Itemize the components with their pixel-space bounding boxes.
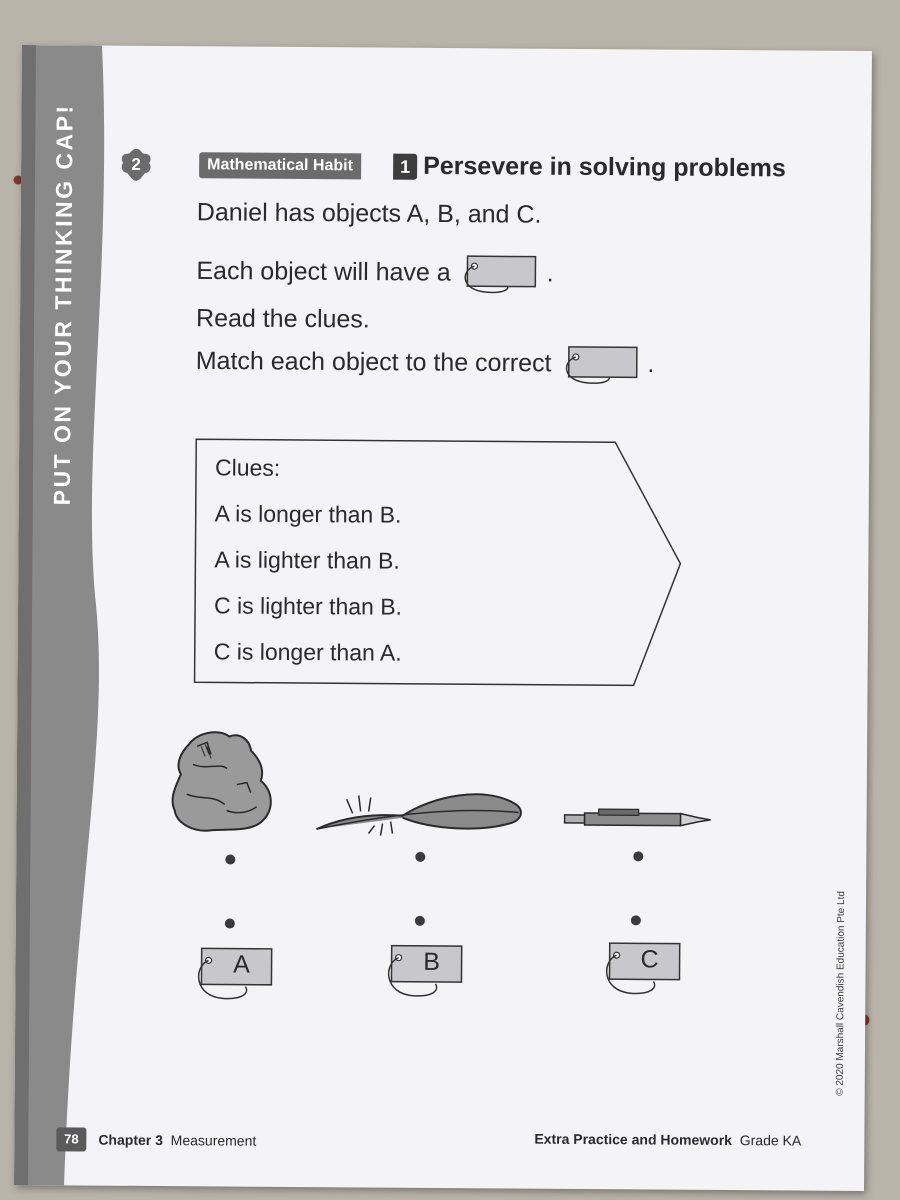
label-letter: A <box>233 950 251 979</box>
clues-box <box>194 438 684 687</box>
match-dot-object-1[interactable] <box>225 854 235 864</box>
label-tag-a <box>191 946 275 1003</box>
question-number: 2 <box>131 154 141 174</box>
chapter-label: Chapter 3 <box>98 1131 163 1149</box>
habit-title: Persevere in solving problems <box>423 151 786 183</box>
clue-item: A is lighter than B. <box>214 546 400 574</box>
book-title: Extra Practice and Homework <box>534 1130 733 1149</box>
footer-book <box>534 1131 801 1149</box>
instruction-line-3: Read the clues. <box>195 304 370 334</box>
sidebar <box>14 45 117 1186</box>
instruction-line-2 <box>196 250 553 296</box>
sidebar-title: PUT ON YOUR THINKING CAP! <box>48 103 78 506</box>
match-dot-label-b[interactable] <box>415 916 425 926</box>
footer-chapter <box>98 1132 256 1149</box>
instruction-line-4 <box>196 340 655 387</box>
pencil-icon <box>563 807 713 832</box>
label-tag-c <box>599 941 683 998</box>
instruction-line-4-end: . <box>647 350 655 379</box>
rock-icon <box>166 724 282 835</box>
match-dot-label-c[interactable] <box>631 915 641 925</box>
habit-label: Mathematical Habit <box>199 152 361 179</box>
habit-number: 1 <box>393 154 417 180</box>
tag-icon <box>458 252 540 297</box>
instruction-line-2-text: Each object will have a <box>196 256 451 287</box>
match-dot-object-3[interactable] <box>633 851 643 861</box>
chapter-name: Measurement <box>170 1132 257 1149</box>
label-letter: C <box>640 945 659 974</box>
label-tag-b <box>381 944 465 1001</box>
clues-heading: Clues: <box>214 454 281 481</box>
page-number: 78 <box>56 1127 86 1151</box>
clue-item: C is longer than A. <box>213 638 402 666</box>
clue-item: A is longer than B. <box>214 500 402 528</box>
match-dot-label-a[interactable] <box>225 918 235 928</box>
instruction-line-2-end: . <box>546 259 554 288</box>
clue-item: C is lighter than B. <box>213 592 403 620</box>
label-letter: B <box>423 947 441 976</box>
match-dot-object-2[interactable] <box>415 852 425 862</box>
instruction-line-1: Daniel has objects A, B, and C. <box>196 198 542 229</box>
feather-icon <box>312 777 527 838</box>
worksheet-page <box>14 45 872 1191</box>
copyright-notice: © 2020 Marshall Cavendish Education Pte Ltd <box>834 891 848 1096</box>
grade-label: Grade KA <box>739 1132 802 1149</box>
tag-icon <box>558 343 640 388</box>
instruction-line-4-text: Match each object to the correct <box>195 346 552 378</box>
